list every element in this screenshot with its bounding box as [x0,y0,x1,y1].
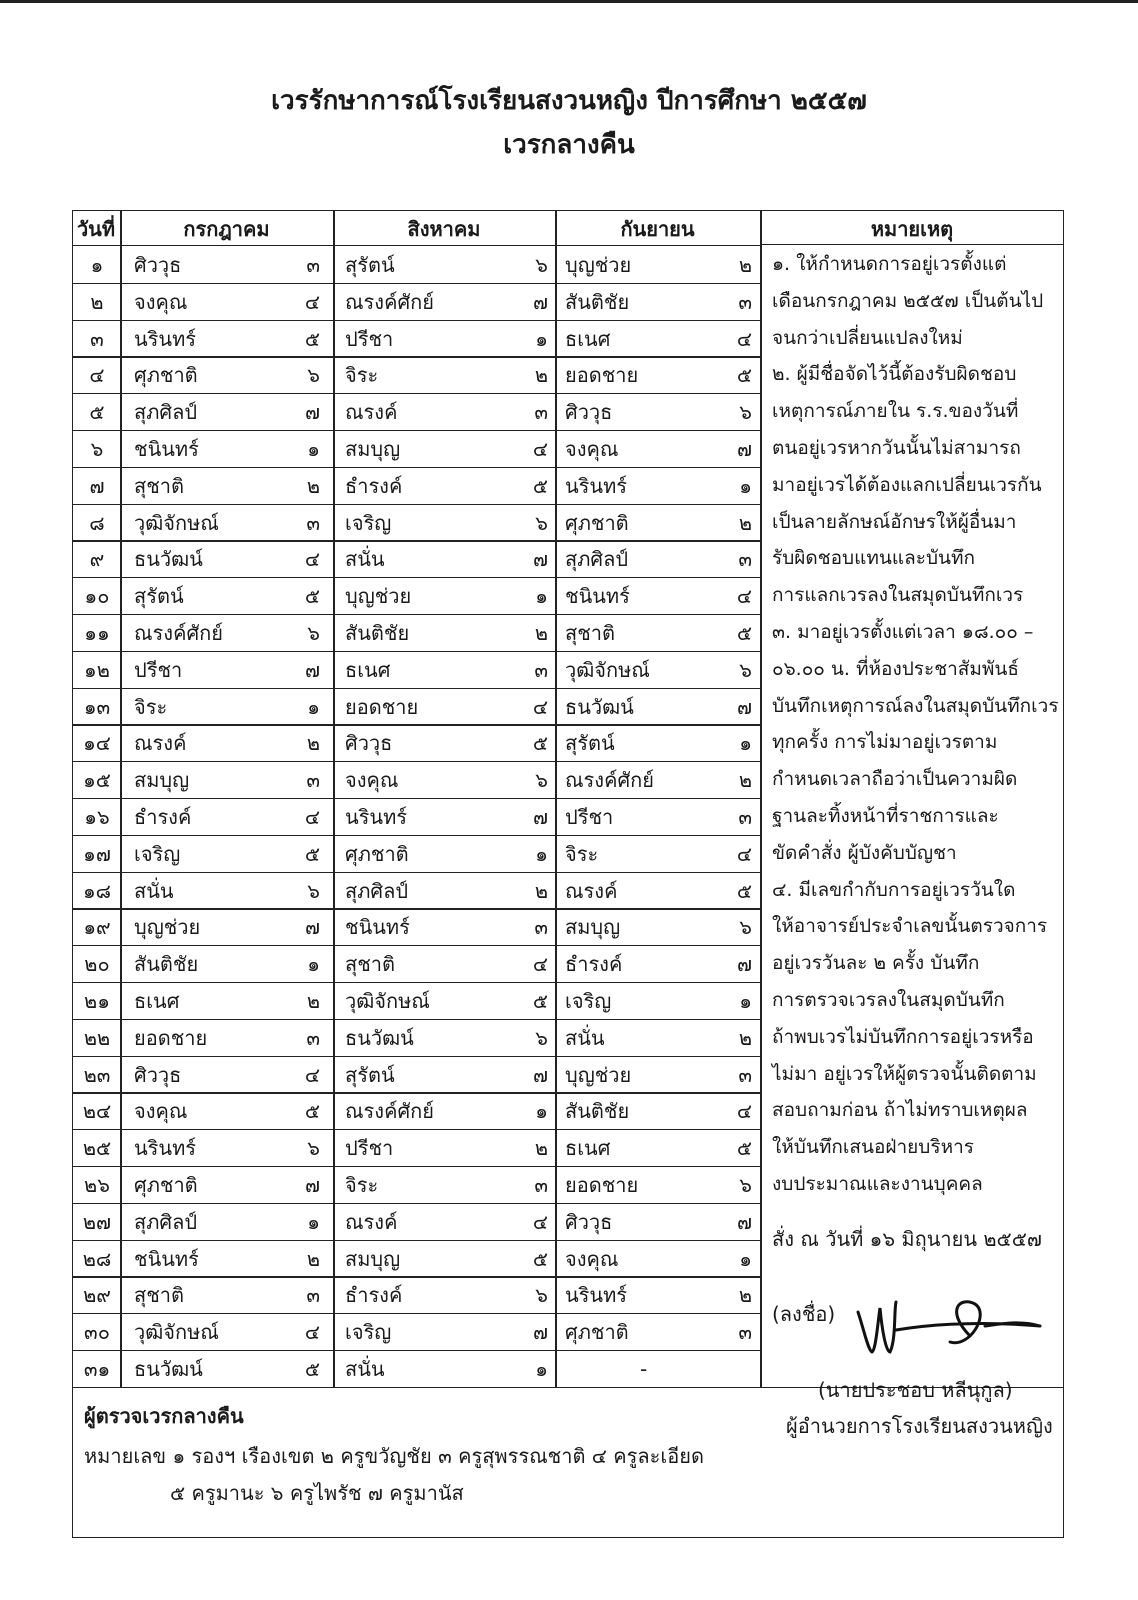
day-number: ๓๑ [83,1357,111,1381]
july-inspector: ๑ [307,694,320,719]
august-inspector: ๗ [532,1320,548,1345]
july-inspector: ๗ [304,400,320,425]
august-inspector: ๕ [532,1246,548,1271]
september-name: สุรัตน์ [565,731,615,756]
remark-line: งบประมาณและงานบุคคล [772,1173,983,1195]
day-number: ๔ [89,363,105,388]
day-number: ๑๓ [83,694,111,719]
day-number: ๓ [90,326,104,351]
august-inspector: ๖ [535,768,548,793]
signature [850,1290,1050,1370]
august-inspector: ๒ [534,878,548,903]
august-name: สุรัตน์ [345,1062,395,1087]
july-name: ศุภชาติ [134,1173,198,1197]
day-number: ๕ [89,400,105,425]
row-divider [72,872,762,873]
remark-line: ทุกครั้ง การไม่มาอยู่เวรตาม [772,731,998,754]
july-inspector: ๒ [306,731,320,756]
september-name: สุชาติ [565,621,615,645]
september-name: บุญช่วย [565,1062,632,1087]
day-number: ๑๗ [83,841,111,866]
september-inspector: ๖ [739,657,752,682]
august-inspector: ๒ [534,1136,548,1161]
july-name: ธนวัฒน์ [134,547,203,572]
august-inspector: ๓ [534,1173,548,1197]
september-inspector: ๑ [739,989,752,1013]
september-inspector: ๔ [736,326,752,351]
july-inspector: ๓ [306,1283,320,1308]
august-name: ธำรงค์ [345,1283,403,1308]
september-name: ธเนศ [565,1136,611,1161]
row-divider [72,1387,762,1388]
august-inspector: ๔ [532,437,548,461]
august-inspector: ๖ [535,510,548,535]
remark-line: ๒. ผู้มีชื่อจัดไว้นี้ต้องรับผิดชอบ [772,363,1017,386]
july-name: สุชาติ [134,473,184,498]
august-name: สันติชัย [345,621,410,645]
july-name: ศิววุธ [134,253,182,277]
august-name: ปรีชา [345,326,394,351]
august-name: ธเนศ [345,657,391,682]
september-name: ศิววุธ [565,400,613,425]
july-name: ศิววุธ [134,1062,182,1087]
august-inspector: ๗ [532,289,548,314]
august-inspector: ๓ [534,915,548,940]
remark-line: สอบถามก่อน ถ้าไม่ทราบเหตุผล [772,1099,1028,1122]
september-name: สุภศิลป์ [565,547,629,572]
remark-line: เหตุการณ์ภายใน ร.ร.ของวันที่ [772,400,1019,423]
september-inspector: ๖ [739,400,752,425]
day-number: ๒ [90,289,104,314]
september-inspector: ๖ [739,1173,752,1197]
august-inspector: ๕ [532,473,548,498]
inspectors-heading: ผู้ตรวจเวรกลางคืน [84,1404,244,1428]
july-name: สนั่น [134,878,174,903]
july-name: ชนินทร์ [134,1246,199,1271]
september-name: วุฒิจักษณ์ [565,657,650,682]
august-name: จงคุณ [345,768,399,793]
august-inspector: ๗ [532,805,548,829]
august-name: ณรงค์ศักย์ [345,289,434,314]
september-name: สมบุญ [565,915,621,940]
july-name: ธเนศ [134,989,180,1013]
day-number: ๑๖ [84,805,110,829]
day-number: ๗ [89,473,105,498]
july-inspector: ๕ [304,1099,320,1124]
july-name: จงคุณ [134,1099,188,1124]
september-name: จงคุณ [565,437,619,461]
august-name: สุรัตน์ [345,253,395,277]
july-name: สันติชัย [134,952,199,977]
july-name: ธำรงค์ [134,805,192,829]
day-number: ๒๒ [83,1025,111,1050]
remark-line: การตรวจเวรลงในสมุดบันทึก [772,989,1005,1011]
august-name: นรินทร์ [345,805,408,829]
july-name: นรินทร์ [134,326,197,351]
remark-line: ไม่มา อยู่เวรให้ผู้ตรวจนั้นติดตาม [772,1062,1037,1085]
august-inspector: ๓ [534,400,548,425]
remark-line: อยู่เวรวันละ ๒ ครั้ง บันทึก [772,952,980,975]
day-number: ๑๑ [84,621,110,645]
july-inspector: ๗ [304,1173,320,1197]
august-name: จิระ [345,363,379,388]
july-name: ศุภชาติ [134,363,198,388]
september-name: นรินทร์ [565,1283,628,1308]
day-number: ๑๘ [82,878,112,903]
july-inspector: ๓ [306,253,320,277]
document-title: เวรรักษาการณ์โรงเรียนสงวนหญิง ปีการศึกษา ๒๕๕๗ [271,86,867,116]
september-name: - [640,1357,648,1381]
august-name: ณรงค์ศักย์ [345,1099,434,1124]
july-inspector: ๗ [304,657,320,682]
july-inspector: ๓ [306,1025,320,1050]
august-inspector: ๑ [535,1357,548,1381]
remark-line: ให้บันทึกเสนอฝ่ายบริหาร [772,1136,974,1159]
day-number: ๑ [90,253,104,277]
july-inspector: ๕ [304,1357,320,1381]
july-name: ณรงค์ศักย์ [134,621,223,645]
september-inspector [712,1351,752,1388]
day-number: ๒๔ [82,1099,112,1124]
day-number: ๑๔ [83,731,111,756]
august-inspector: ๔ [532,952,548,977]
august-inspector: ๒ [534,621,548,645]
remark-line: เป็นลายลักษณ์อักษรให้ผู้อื่นมา [772,510,1017,533]
july-name: วุฒิจักษณ์ [134,510,219,535]
day-number: ๓๐ [84,1320,110,1345]
september-inspector: ๓ [738,547,752,572]
july-inspector: ๔ [304,1062,320,1087]
remark-line: รับผิดชอบแทนและบันทึก [772,547,976,570]
august-inspector: ๗ [532,547,548,572]
august-name: วุฒิจักษณ์ [345,989,430,1013]
order-date: สั่ง ณ วันที่ ๑๖ มิถุนายน ๒๕๕๗ [772,1227,1042,1251]
september-inspector: ๗ [736,1209,752,1234]
august-inspector: ๑ [535,1099,548,1124]
day-number: ๒๑ [84,989,110,1013]
september-inspector: ๓ [738,1062,752,1087]
july-name: สุภศิลป์ [134,1209,198,1234]
day-number: ๑๐ [84,584,110,609]
august-name: ปรีชา [345,1136,394,1161]
july-name: ยอดชาย [134,1025,208,1050]
july-name: สุชาติ [134,1283,184,1308]
september-name: ธเนศ [565,326,611,351]
header-divider [72,245,762,246]
document-subtitle: เวรกลางคืน [503,130,635,160]
july-name: สุภศิลป์ [134,400,198,425]
day-number: ๒๖ [84,1173,110,1197]
july-name: วุฒิจักษณ์ [134,1320,219,1345]
august-inspector: ๖ [535,253,548,277]
september-inspector: ๕ [736,1136,752,1161]
august-inspector: ๔ [532,1209,548,1234]
september-inspector: ๓ [738,1320,752,1345]
remark-line: บันทึกเหตุการณ์ลงในสมุดบันทึกเวร [772,694,1059,717]
august-inspector: ๓ [534,657,548,682]
remark-line: ๑. ให้กำหนดการอยู่เวรตั้งแต่ [772,253,1007,275]
august-inspector: ๑ [535,841,548,866]
august-name: ธนวัฒน์ [345,1025,414,1050]
remark-line: กำหนดเวลาถือว่าเป็นความผิด [772,768,1018,791]
september-inspector: ๔ [736,841,752,866]
september-name: ชนินทร์ [565,584,630,609]
september-name: ยอดชาย [565,363,639,388]
august-name: ธำรงค์ [345,473,403,498]
remark-line: ถ้าพบเวรไม่บันทึกการอยู่เวรหรือ [772,1025,1034,1048]
september-inspector: ๓ [738,805,752,829]
july-inspector: ๖ [307,1136,320,1161]
day-number: ๘ [89,510,105,535]
september-inspector: ๒ [738,253,752,277]
signed-label: (ลงชื่อ) [772,1302,836,1326]
september-inspector: ๒ [738,1283,752,1308]
september-name: ธนวัฒน์ [565,694,634,719]
remark-line: ตนอยู่เวรหากวันนั้นไม่สามารถ [772,437,1021,459]
september-inspector: ๕ [736,878,752,903]
september-name: สนั่น [565,1025,605,1050]
august-name: สนั่น [345,1357,385,1381]
july-inspector: ๖ [307,878,320,903]
day-number: ๒๙ [83,1283,111,1308]
remark-line: ฐานละทิ้งหน้าที่ราชการและ [772,805,999,827]
july-name: สมบุญ [134,768,190,793]
inspectors-line-1: หมายเลข ๑ รองฯ เรืองเขต ๒ ครูขวัญชัย ๓ ครูสุพรรณชาติ ๔ ครูละเอียด [84,1444,704,1468]
day-number: ๒๗ [82,1209,112,1234]
september-name: ปรีชา [565,805,614,829]
july-name: จงคุณ [134,289,188,314]
september-inspector: ๔ [736,1099,752,1124]
august-inspector: ๕ [532,731,548,756]
day-number: ๒๕ [82,1136,112,1161]
july-inspector: ๒ [306,473,320,498]
july-name: ธนวัฒน์ [134,1357,203,1381]
remark-line: เดือนกรกฎาคม ๒๕๕๗ เป็นต้นไป [772,289,1044,312]
september-inspector: ๗ [736,952,752,977]
remark-line: ขัดคำสั่ง ผู้บังคับบัญชา [772,841,957,864]
day-number: ๑๕ [83,768,111,793]
september-name: นรินทร์ [565,473,628,498]
august-name: ยอดชาย [345,694,419,719]
august-name: ณรงค์ [345,400,398,425]
september-inspector: ๕ [736,363,752,388]
july-inspector: ๑ [307,1209,320,1234]
july-inspector: ๑ [307,437,320,461]
july-inspector: ๕ [304,584,320,609]
remark-line: มาอยู่เวรได้ต้องแลกเปลี่ยนเวรกัน [772,473,1042,496]
july-inspector: ๕ [304,326,320,351]
day-number: ๒๘ [82,1246,112,1271]
august-name: ศุภชาติ [345,841,409,866]
september-name: ธำรงค์ [565,952,623,977]
day-number: ๒๓ [83,1062,111,1087]
september-inspector: ๓ [738,289,752,314]
remark-header-line [760,244,1064,245]
day-number: ๑๒ [84,657,110,682]
september-name: สันติชัย [565,289,630,314]
september-inspector: ๒ [738,510,752,535]
july-inspector: ๖ [307,621,320,645]
august-name: เจริญ [345,510,392,535]
september-name: จิระ [565,841,599,866]
remark-line: ๐๖.๐๐ น. ที่ห้องประชาสัมพันธ์ [772,657,1019,680]
july-inspector: ๕ [304,841,320,866]
day-number: ๒๐ [84,952,110,977]
september-inspector: ๗ [736,694,752,719]
august-name: ณรงค์ [345,1209,398,1234]
august-inspector: ๒ [534,363,548,388]
header-july: กรกฎาคม [183,217,270,241]
september-inspector: ๒ [738,1025,752,1050]
september-name: ศุภชาติ [565,510,629,535]
day-number: ๙ [89,547,105,572]
august-name: สมบุญ [345,1246,401,1271]
september-name: ศิววุธ [565,1209,613,1234]
september-inspector: ๔ [736,584,752,609]
july-inspector: ๒ [306,989,320,1013]
july-name: ณรงค์ [134,731,187,756]
july-inspector: ๒ [306,1246,320,1271]
september-name: ศุภชาติ [565,1320,629,1345]
july-inspector: ๗ [304,915,320,940]
august-name: สนั่น [345,547,385,572]
july-inspector: ๓ [306,510,320,535]
remark-line: จนกว่าเปลี่ยนแปลงใหม่ [772,326,963,349]
september-inspector: ๑ [739,473,752,498]
signer-name: (นายประชอบ หลีนุกูล) [818,1378,1013,1402]
scan-edge-line [0,0,1138,3]
september-inspector: ๖ [739,915,752,940]
september-inspector: ๗ [736,437,752,461]
header-remark: หมายเหตุ [870,217,954,241]
august-name: ชนินทร์ [345,915,410,940]
september-name: สันติชัย [565,1099,630,1124]
august-inspector: ๗ [532,1062,548,1087]
september-name: ณรงค์ศักย์ [565,768,654,793]
header-day: วันที่ [76,217,116,241]
july-inspector: ๖ [307,363,320,388]
august-name: สมบุญ [345,437,401,461]
july-inspector: ๔ [304,1320,320,1345]
july-name: บุญช่วย [134,915,201,940]
july-inspector: ๔ [304,289,320,314]
august-inspector: ๖ [535,1283,548,1308]
day-number: ๑๙ [83,915,111,940]
august-inspector: ๑ [535,584,548,609]
july-name: ชนินทร์ [134,437,199,461]
july-inspector: ๔ [304,547,320,572]
august-name: เจริญ [345,1320,392,1345]
august-name: สุภศิลป์ [345,878,409,903]
august-name: บุญช่วย [345,584,412,609]
signer-title: ผู้อำนวยการโรงเรียนสงวนหญิง [786,1414,1053,1438]
july-inspector: ๑ [307,952,320,977]
september-inspector: ๑ [739,731,752,756]
july-name: นรินทร์ [134,1136,197,1161]
header-august: สิงหาคม [407,217,481,241]
august-inspector: ๕ [532,989,548,1013]
remark-line: การแลกเวรลงในสมุดบันทึกเวร [772,584,1024,607]
september-name: เจริญ [565,989,612,1013]
august-inspector: ๑ [535,326,548,351]
july-name: จิระ [134,694,168,719]
september-name: ยอดชาย [565,1173,639,1197]
september-name: ณรงค์ [565,878,618,903]
remark-line: ๓. มาอยู่เวรตั้งแต่เวลา ๑๘.๐๐ – [772,621,1034,643]
july-name: เจริญ [134,841,181,866]
header-september: กันยายน [620,217,695,241]
august-inspector: ๔ [532,694,548,719]
inspectors-line-2: ๕ ครูมานะ ๖ ครูไพรัช ๗ ครูมานัส [170,1481,464,1505]
remark-line: ๔. มีเลขกำกับการอยู่เวรวันใด [772,878,1016,901]
september-inspector: ๑ [739,1246,752,1271]
july-inspector: ๓ [306,768,320,793]
august-name: ศิววุธ [345,731,393,756]
day-number: ๖ [90,437,104,461]
august-name: จิระ [345,1173,379,1197]
august-inspector: ๖ [535,1025,548,1050]
september-inspector: ๒ [738,768,752,793]
september-name: จงคุณ [565,1246,619,1271]
september-name: บุญช่วย [565,253,632,277]
remark-line: ให้อาจารย์ประจำเลขนั้นตรวจการ [772,915,1048,938]
august-name: สุชาติ [345,952,395,977]
july-name: สุรัตน์ [134,584,184,609]
september-inspector: ๕ [736,621,752,645]
july-inspector: ๔ [304,805,320,829]
july-name: ปรีชา [134,657,183,682]
